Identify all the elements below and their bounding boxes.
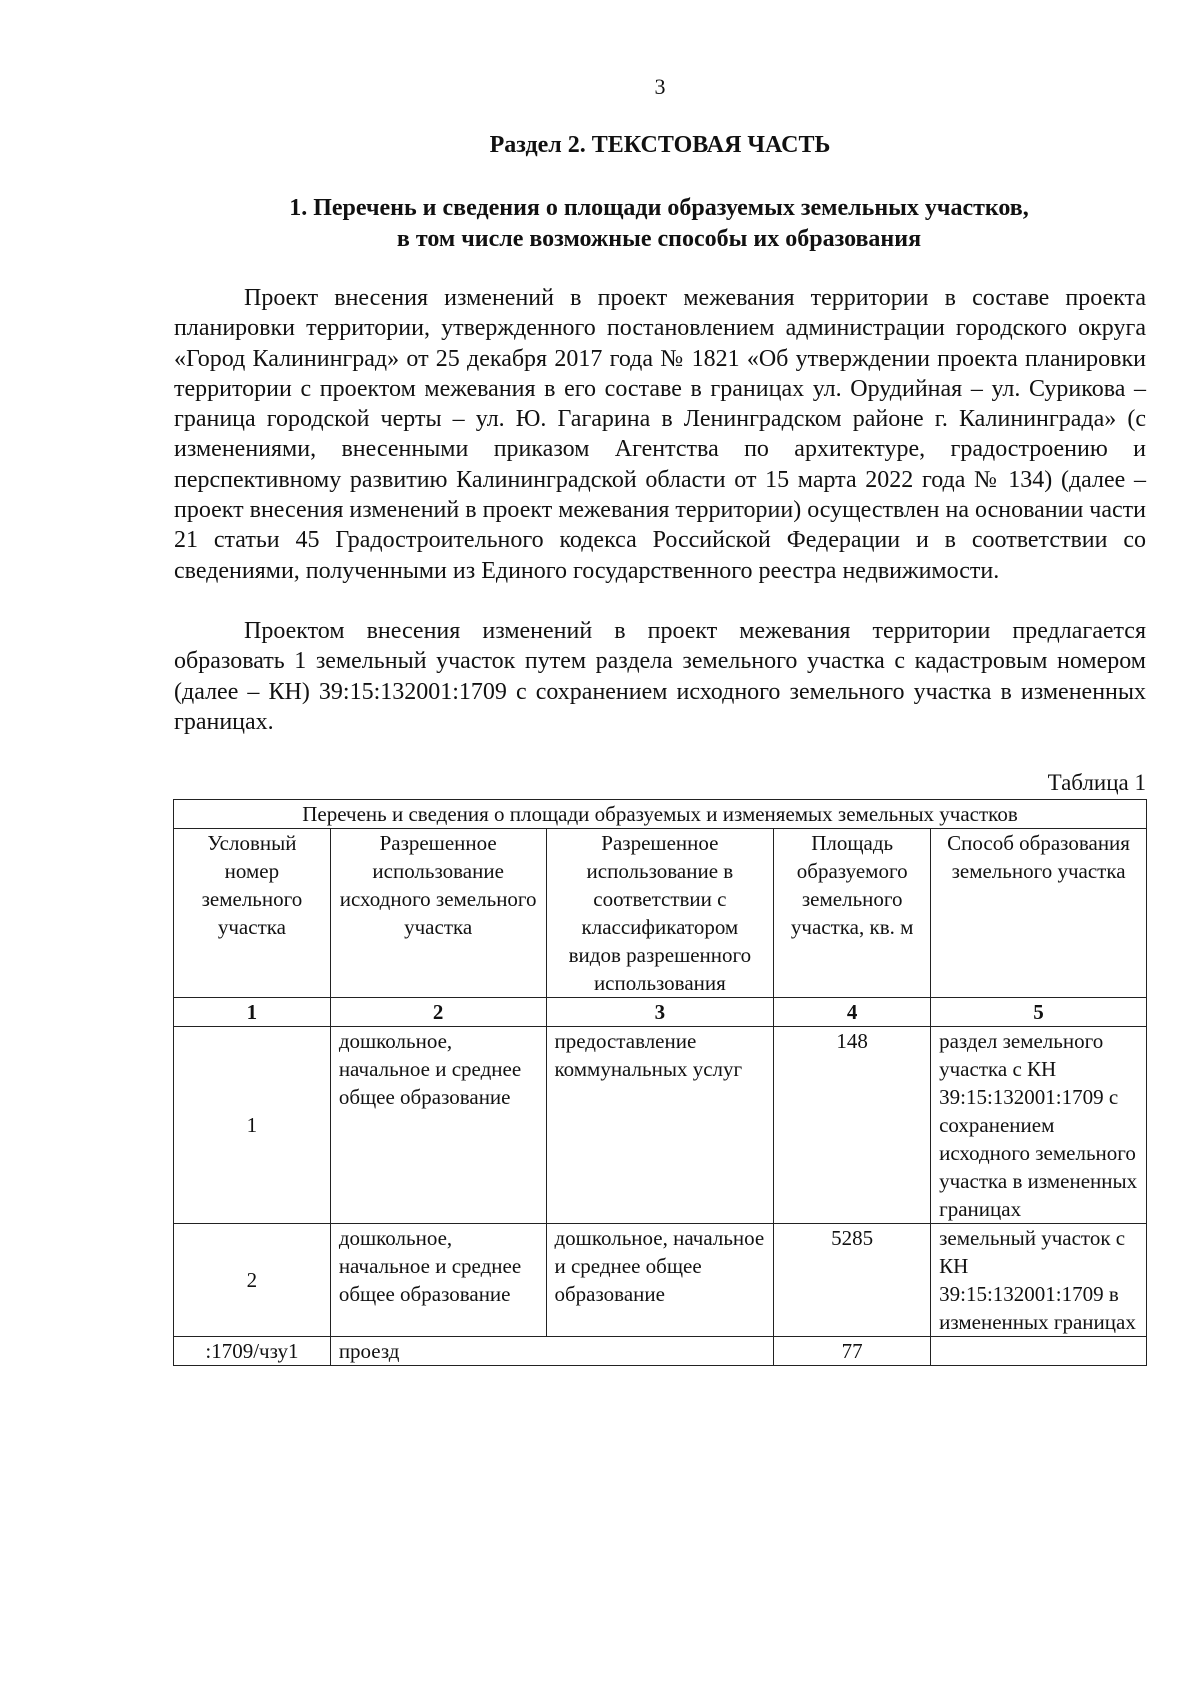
classifier-use-cell: дошкольное, начальное и среднее общее образование [546, 1224, 774, 1337]
plot-id-cell: :1709/чзу1 [174, 1337, 331, 1366]
body-paragraph: Проектом внесения изменений в проект межевания территории предлагается образовать 1 земельный участок путем раздела земельного участка с кадастровым номером (далее – КН) 39:15:132001:1709 с сохранением исходного земельного участка в измененных границах. [174, 618, 1146, 735]
area-cell: 5285 [774, 1224, 931, 1337]
source-use-cell: дошкольное, начальное и среднее общее образование [330, 1224, 546, 1337]
column-number: 2 [330, 998, 546, 1027]
area-cell: 148 [774, 1027, 931, 1224]
column-header: Разрешенное использование в соответствии с классификатором видов разрешенного использования [546, 829, 774, 998]
method-cell [931, 1337, 1147, 1366]
table-row [174, 1224, 1147, 1337]
table-row [174, 1027, 1147, 1224]
column-header: Способ образования земельного участка [931, 829, 1147, 998]
subsection-title [174, 193, 1144, 255]
subsection-title-line-1: 1. Перечень и сведения о площади образуемых земельных участков, [289, 195, 1029, 221]
land-plots-table [173, 799, 1147, 1366]
column-number: 5 [931, 998, 1147, 1027]
method-cell: раздел земельного участка с КН 39:15:132001:1709 с сохранением исходного земельного участка в измененных границах [931, 1027, 1147, 1224]
table-caption-row [174, 800, 1147, 829]
source-use-cell: дошкольное, начальное и среднее общее образование [330, 1027, 546, 1224]
classifier-use-cell: предоставление коммунальных услуг [546, 1027, 774, 1224]
table-label: Таблица 1 [1047, 770, 1146, 795]
column-header: Условный номер земельного участка [174, 829, 331, 998]
method-cell: земельный участок с КН 39:15:132001:1709 в измененных границах [931, 1224, 1147, 1337]
table-caption: Перечень и сведения о площади образуемых и изменяемых земельных участков [174, 800, 1147, 829]
plot-id-cell: 1 [174, 1027, 331, 1224]
page-number: 3 [654, 74, 666, 99]
area-cell: 77 [774, 1337, 931, 1366]
plot-id-cell: 2 [174, 1224, 331, 1337]
table-row [174, 1337, 1147, 1366]
column-number: 3 [546, 998, 774, 1027]
column-header: Разрешенное использование исходного земельного участка [330, 829, 546, 998]
body-paragraph: Проект внесения изменений в проект межевания территории в составе проекта планировки территории, утвержденного постановлением администрации городского округа «Город Калининград» от 25 декабря 2017 года № 1821 «Об утверждении проекта планировки территории с проектом межевания в его составе в границах ул. Орудийная – ул. Сурикова – граница городской черты – ул. Ю. Гагарина в Ленинградском районе г. Калининграда» (с изменениями, внесенными приказом Агентства по архитектуре, градостроению и перспективному развитию Калининградской области от 15 марта 2022 года № 134) (далее – проект внесения изменений в проект межевания территории) осуществлен на основании части 21 статьи 45 Градостроительного кодекса Российской Федерации и в соответствии со сведениями, полученными из Единого государственного реестра недвижимости. [174, 285, 1146, 584]
column-number: 1 [174, 998, 331, 1027]
section-title: Раздел 2. ТЕКСТОВАЯ ЧАСТЬ [489, 132, 831, 158]
column-number: 4 [774, 998, 931, 1027]
column-number-row [174, 998, 1147, 1027]
table-header-row [174, 829, 1147, 998]
column-header: Площадь образуемого земельного участка, кв. м [774, 829, 931, 998]
subsection-title-line-2: в том числе возможные способы их образования [396, 226, 922, 252]
use-cell: проезд [330, 1337, 773, 1366]
